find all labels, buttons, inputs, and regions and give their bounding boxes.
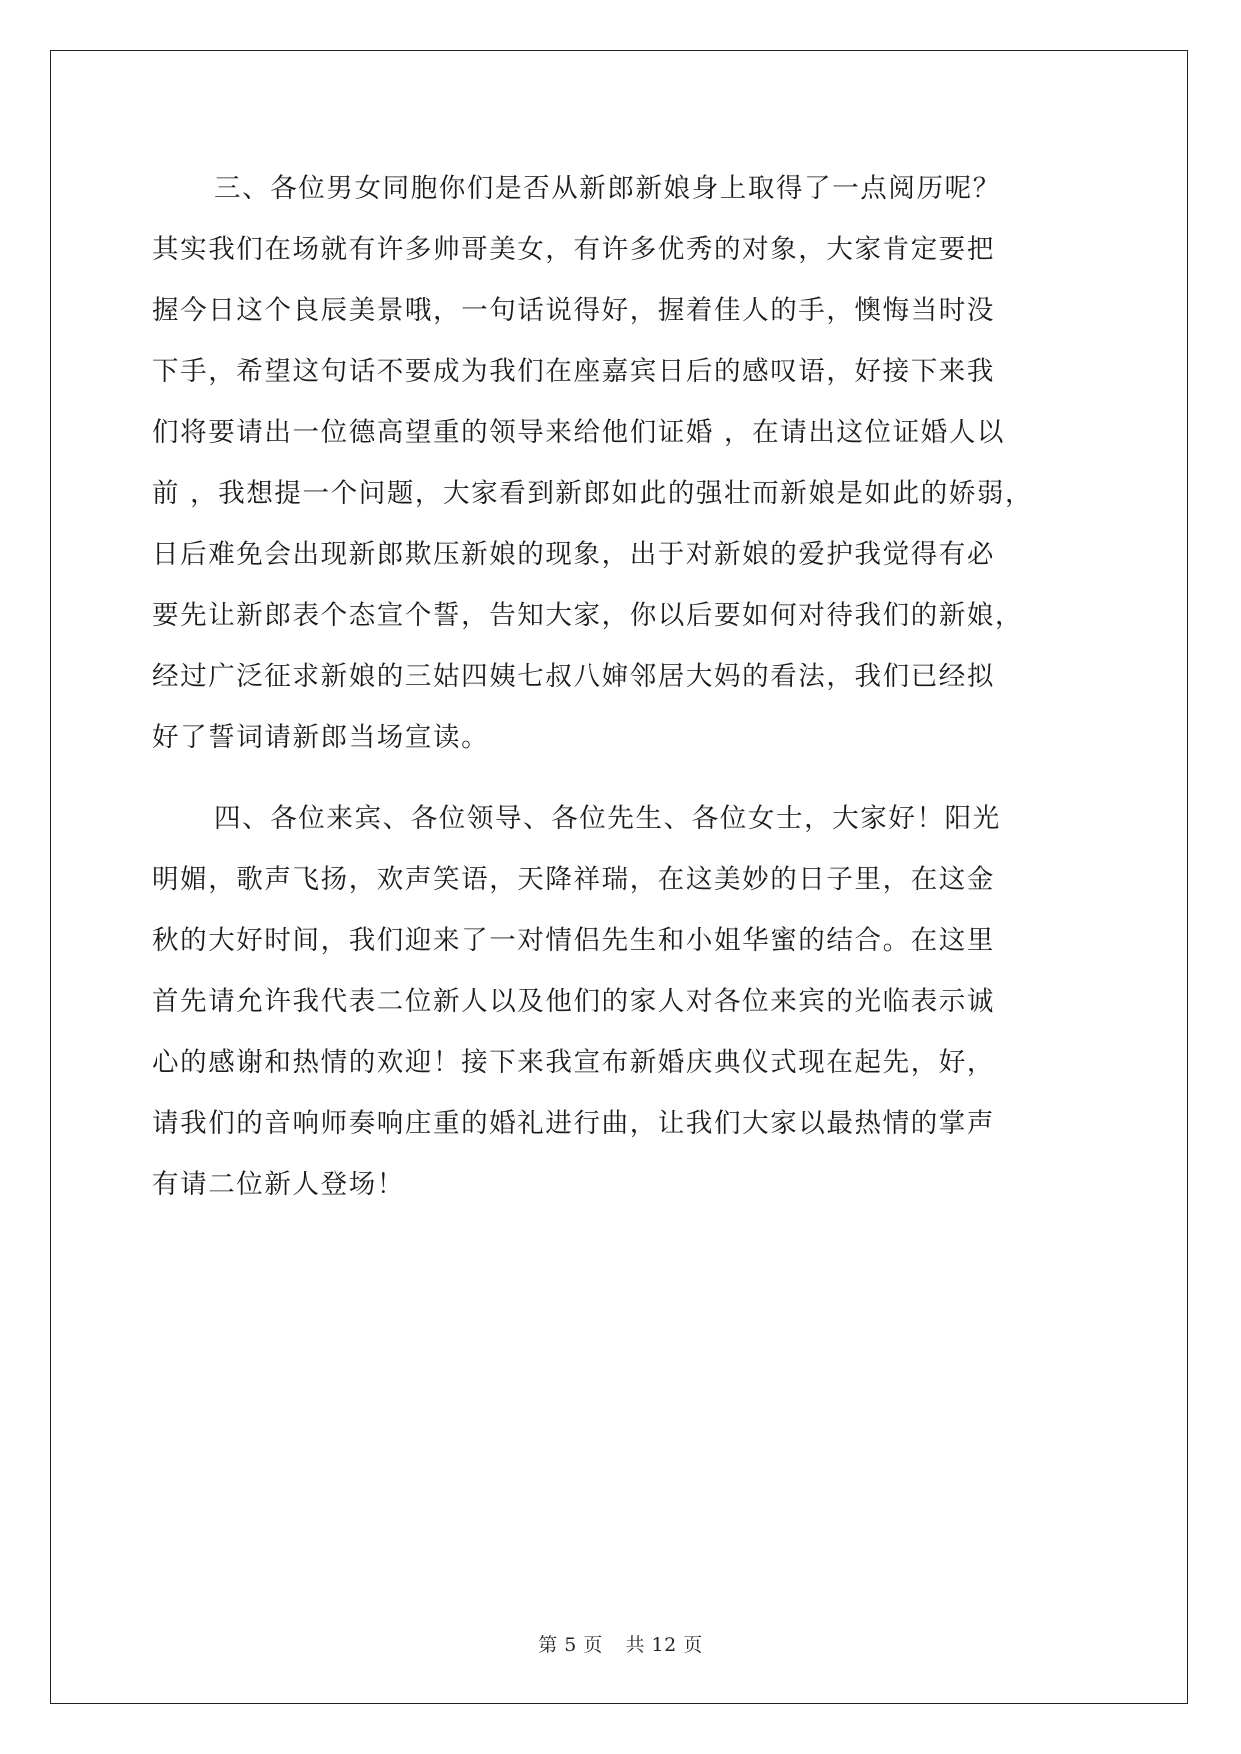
text-line: 握今日这个良辰美景哦，一句话说得好，握着佳人的手，懊悔当时没 <box>152 295 995 326</box>
page-total: 共 12 页 <box>625 1634 703 1656</box>
text-line: 要先让新郎表个态宣个誓，告知大家，你以后要如何对待我们的新娘， <box>152 600 1024 631</box>
text-line: 首先请允许我代表二位新人以及他们的家人对各位来宾的光临表示诚 <box>152 986 995 1017</box>
text-line: 四、各位来宾、各位领导、各位先生、各位女士，大家好！阳光 <box>214 803 1001 834</box>
text-line: 心的感谢和热情的欢迎！接下来我宣布新婚庆典仪式现在起先，好， <box>152 1047 995 1078</box>
text-line: 明媚，歌声飞扬，欢声笑语，天降祥瑞，在这美妙的日子里，在这金 <box>152 864 995 895</box>
text-line: 三、各位男女同胞你们是否从新郎新娘身上取得了一点阅历呢？ <box>214 173 1001 204</box>
text-line: 其实我们在场就有许多帅哥美女，有许多优秀的对象，大家肯定要把 <box>152 234 995 265</box>
text-line: 们将要请出一位德高望重的领导来给他们证婚 ，在请出这位证婚人以 <box>152 417 1006 448</box>
page-footer <box>0 1630 1241 1657</box>
document-body <box>152 158 1088 1215</box>
text-line: 前 ，我想提一个问题，大家看到新郎如此的强壮而新娘是如此的娇弱， <box>152 478 1034 509</box>
paragraph-3 <box>152 158 1088 768</box>
paragraph-4 <box>152 788 1088 1215</box>
text-line: 请我们的音响师奏响庄重的婚礼进行曲，让我们大家以最热情的掌声 <box>152 1108 995 1139</box>
text-line: 日后难免会出现新郎欺压新娘的现象，出于对新娘的爱护我觉得有必 <box>152 539 995 570</box>
text-line: 秋的大好时间，我们迎来了一对情侣先生和小姐华蜜的结合。在这里 <box>152 925 995 956</box>
text-line: 经过广泛征求新娘的三姑四姨七叔八婶邻居大妈的看法，我们已经拟 <box>152 661 995 692</box>
text-line: 好了誓词请新郎当场宣读。 <box>152 722 490 753</box>
text-line: 有请二位新人登场！ <box>152 1169 405 1200</box>
page-number: 第 5 页 <box>538 1634 603 1656</box>
paragraph-spacer <box>152 768 1088 788</box>
text-line: 下手，希望这句话不要成为我们在座嘉宾日后的感叹语，好接下来我 <box>152 356 995 387</box>
